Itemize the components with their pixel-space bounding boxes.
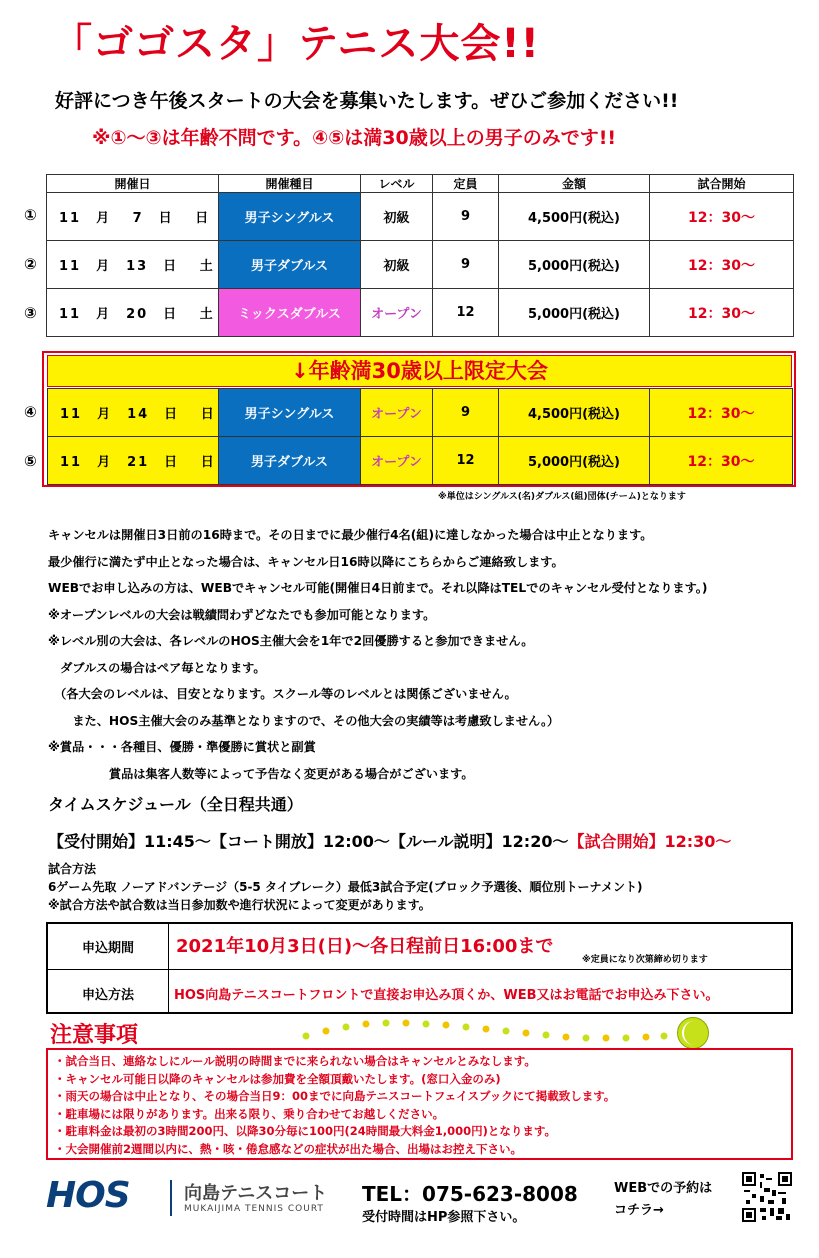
column-header: 金額	[499, 175, 650, 193]
rule-line: ※レベル別の大会は、各レベルのHOS主催大会を1年で2回優勝すると参加できません。	[48, 634, 534, 648]
senior-table	[47, 388, 793, 485]
hos-logo: HOS	[46, 1175, 130, 1216]
caution-box	[46, 1048, 793, 1160]
timeschedule-normal: 【受付開始】11:45～【コート開放】12:00～【ルール説明】12:20～	[48, 832, 569, 851]
level-cell: 初級	[361, 241, 433, 289]
capacity-cell: 9	[433, 389, 499, 437]
event-cell: 男子ダブルス	[219, 437, 361, 485]
method-line: 6ゲーム先取 ノーアドバンテージ（5-5 タイブレーク）最低3試合予定(ブロック予選後、順位別トーナメント)	[48, 880, 643, 894]
divider	[168, 924, 169, 1012]
phone-number[interactable]: TEL：075-623-8008	[362, 1182, 578, 1206]
schedule-table	[46, 174, 794, 337]
entry-method-label: 申込方法	[81, 988, 134, 1003]
price-cell: 4,500円(税込)	[499, 389, 650, 437]
web-booking-text	[614, 1178, 712, 1222]
row-number: ④	[24, 403, 37, 421]
rule-line: ※オープンレベルの大会は戦績問わずどなたでも参加可能となります。	[48, 607, 436, 622]
rule-line: また、HOS主催大会のみ基準となりますので、その他大会の実績等は考慮致しません。）	[48, 713, 560, 728]
method-line: ※試合方法や試合数は当日参加数や進行状況によって変更があります。	[48, 898, 431, 912]
divider	[170, 1180, 172, 1216]
rule-line: キャンセルは開催日3日前の16時まで。その日までに最少催行4名(組)に達しなかった場合は中止となります。	[48, 528, 653, 542]
rule-line: 賞品は集客人数等によって予告なく変更がある場合がございます。	[48, 766, 474, 781]
row-number: ⑤	[24, 452, 37, 470]
table-row	[48, 389, 793, 437]
date-cell: 11 月 7 日 日	[47, 193, 219, 241]
caution-item: ・雨天の場合は中止となり、その場合当日9：00までに向島テニスコートフェイスブックにて掲載致します。	[54, 1089, 616, 1103]
column-header: レベル	[361, 175, 433, 193]
price-cell: 4,500円(税込)	[499, 193, 650, 241]
capacity-cell: 9	[433, 241, 499, 289]
qr-code-icon[interactable]	[742, 1172, 792, 1222]
entry-period-note: ※定員になり次第締め切ります	[582, 955, 708, 965]
price-cell: 5,000円(税込)	[499, 289, 650, 337]
decorative-dots	[300, 1018, 690, 1050]
table-row	[48, 437, 793, 485]
date-cell: 11 月 14 日 日	[48, 389, 219, 437]
capacity-cell: 12	[433, 289, 499, 337]
divider	[48, 969, 791, 970]
caution-item: ・駐車場には限りがあります。出来る限り、乗り合わせてお越しください。	[54, 1106, 445, 1121]
caution-title: 注意事項	[50, 1023, 139, 1048]
web-line: WEBでの予約は	[614, 1181, 713, 1196]
timeschedule-heading: タイムスケジュール（全日程共通）	[48, 795, 303, 814]
entry-method-value: HOS向島テニスコートフロントで直接お申込み頂くか、WEB又はお電話でお申込み下さい。	[174, 988, 719, 1003]
entry-period-label: 申込期間	[81, 941, 134, 956]
level-cell: オープン	[361, 289, 433, 337]
capacity-cell: 9	[433, 193, 499, 241]
rule-line: （各大会のレベルは、目安となります。スクール等のレベルとは関係ございません。	[48, 687, 517, 701]
column-header: 試合開始	[650, 175, 794, 193]
timeschedule-highlight: 【試合開始】12:30～	[568, 832, 732, 851]
event-cell: 男子シングルス	[219, 193, 361, 241]
start-time-cell: 12：30～	[650, 289, 794, 337]
senior-section-heading: ↓年齢満30歳以上限定大会	[47, 355, 792, 387]
table-row	[47, 241, 794, 289]
match-method	[48, 860, 642, 914]
price-cell: 5,000円(税込)	[499, 241, 650, 289]
date-cell: 11 月 21 日 日	[48, 437, 219, 485]
entry-period-value: 2021年10月3日(日)～各日程前日16:00まで	[176, 936, 554, 957]
timeschedule-line	[48, 829, 731, 852]
page-title: 「ゴゴスタ」テニス大会!!	[52, 21, 540, 67]
rule-line: WEBでお申し込みの方は、WEBでキャンセル可能(開催日4日前まで。それ以降はTELでのキャンセル受付となります。)	[48, 581, 708, 595]
rule-line: 最少催行に満たず中止となった場合は、キャンセル日16時以降にこちらからご連絡致します。	[48, 554, 564, 569]
caution-item: ・大会開催前2週間以内に、熱・咳・倦怠感などの症状が出た場合、出場はお控え下さい。	[54, 1141, 522, 1156]
level-cell: 初級	[361, 193, 433, 241]
caution-item: ・駐車料金は最初の3時間200円、以降30分毎に100円(24時間最大料金1,000円)となります。	[54, 1124, 556, 1138]
table-header-row	[47, 175, 794, 193]
price-cell: 5,000円(税込)	[499, 437, 650, 485]
web-line: コチラ→	[614, 1203, 664, 1218]
row-number: ③	[24, 304, 37, 322]
rule-line: ダブルスの場合はペア毎となります。	[48, 660, 266, 675]
caution-item: ・キャンセル可能日以降のキャンセルは参加費を全額頂戴いたします。(窓口入金のみ)	[54, 1071, 501, 1086]
start-time-cell: 12：30～	[650, 389, 793, 437]
event-cell: 男子シングルス	[219, 389, 361, 437]
row-number: ①	[24, 206, 37, 224]
phone-hours-note: 受付時間はHP参照下さい。	[362, 1210, 526, 1225]
column-header: 開催日	[47, 175, 219, 193]
table-row	[47, 193, 794, 241]
start-time-cell: 12：30～	[650, 241, 794, 289]
column-header: 開催種目	[219, 175, 361, 193]
column-header: 定員	[433, 175, 499, 193]
level-cell: オープン	[361, 437, 433, 485]
start-time-cell: 12：30～	[650, 193, 794, 241]
date-cell: 11 月 13 日 土	[47, 241, 219, 289]
court-name-en: MUKAIJIMA TENNIS COURT	[184, 1204, 324, 1214]
date-cell: 11 月 20 日 土	[47, 289, 219, 337]
caution-item: ・試合当日、連絡なしにルール説明の時間までに来られない場合はキャンセルとみなします。	[54, 1054, 536, 1068]
entry-box	[46, 922, 793, 1014]
row-number: ②	[24, 255, 37, 273]
rule-line: ※賞品・・・各種目、優勝・準優勝に賞状と副賞	[48, 740, 316, 754]
method-heading: 試合方法	[48, 862, 97, 876]
level-cell: オープン	[361, 389, 433, 437]
event-cell: 男子ダブルス	[219, 241, 361, 289]
unit-note: ※単位はシングルス(名)ダブルス(組)団体(チーム)となります	[438, 492, 686, 502]
table-row	[47, 289, 794, 337]
start-time-cell: 12：30～	[650, 437, 793, 485]
rules-section	[48, 526, 707, 791]
subtitle: 好評につき午後スタートの大会を募集いたします。ぜひご参加ください!!	[55, 90, 679, 112]
capacity-cell: 12	[433, 437, 499, 485]
age-notice: ※①～③は年齢不問です。④⑤は満30歳以上の男子のみです!!	[92, 127, 617, 149]
event-cell: ミックスダブルス	[219, 289, 361, 337]
tennis-ball-icon	[677, 1017, 709, 1049]
court-name-jp: 向島テニスコート	[184, 1183, 328, 1204]
